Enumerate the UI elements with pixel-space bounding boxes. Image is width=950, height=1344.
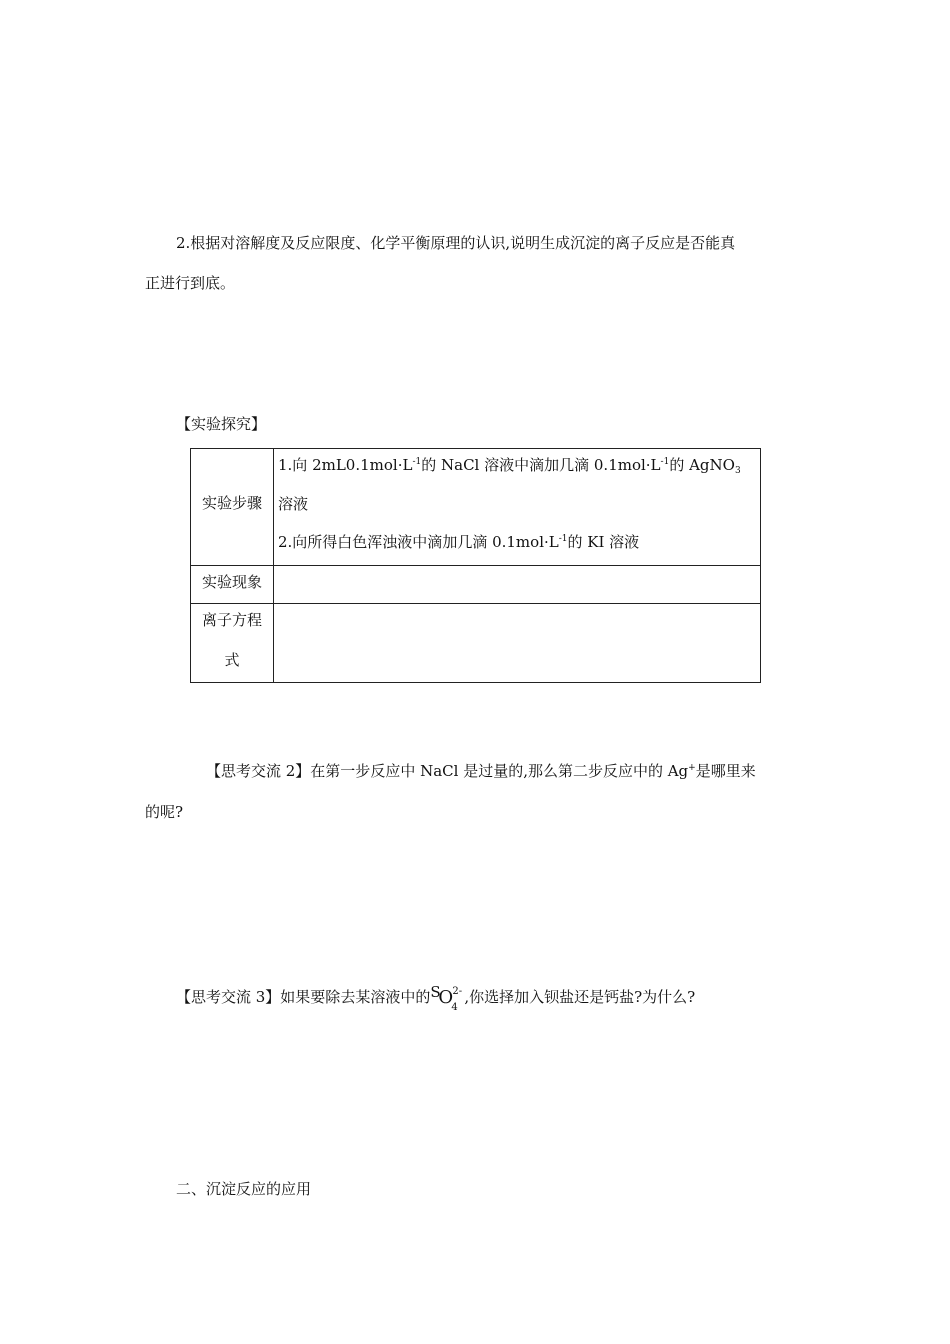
question-2-line-2: 正进行到底。: [145, 274, 236, 292]
equation-label-line-2: 式: [224, 651, 240, 669]
experiment-heading: 【实验探究】: [176, 415, 267, 433]
equation-label-cell: [191, 604, 274, 683]
steps-content-cell: [274, 449, 761, 566]
step-1-line-2: 溶液: [278, 495, 309, 513]
phenomenon-content-cell: [274, 566, 761, 604]
question-2-line-1: 2.根据对溶解度及反应限度、化学平衡原理的认识,说明生成沉淀的离子反应是否能真: [176, 234, 736, 252]
steps-label-cell: [191, 449, 274, 566]
equation-row: [191, 604, 761, 683]
section-2-title: 二、沉淀反应的应用: [176, 1180, 312, 1198]
equation-content-cell: [274, 604, 761, 683]
step-2-line: 2.向所得白色浑浊液中滴加几滴 $0.1mol\cdot L^{-1}$的 KI 溶液: [278, 533, 640, 551]
think-2-line-1: 【思考交流 2】在第一步反应中 NaCl 是过量的,那么第二步反应中的 Ag+是哪里来: [206, 762, 756, 780]
sulfate-ion-formula: S O 4 2-: [430, 983, 463, 1013]
equation-label-line-1: 离子方程: [201, 611, 262, 629]
step-1-line-1: 1.向 $2mL0.1mol\cdot L^{-1}$的 NaCl 溶液中滴加几滴 $0.1mol\cdot L^{-1}$的 AgNO$_3$: [278, 456, 741, 476]
phenomenon-label: 实验现象: [201, 573, 262, 591]
think-3-line: 【思考交流 3】如果要除去某溶液中的 S O 4 2- ,你选择加入钡盐还是钙盐?为什么?: [176, 983, 696, 1013]
experiment-table: [190, 448, 761, 683]
phenomenon-row: [191, 566, 761, 604]
phenomenon-label-cell: [191, 566, 274, 604]
steps-label: 实验步骤: [201, 494, 262, 512]
steps-row: [191, 449, 761, 566]
think-2-line-2: 的呢?: [145, 803, 184, 821]
